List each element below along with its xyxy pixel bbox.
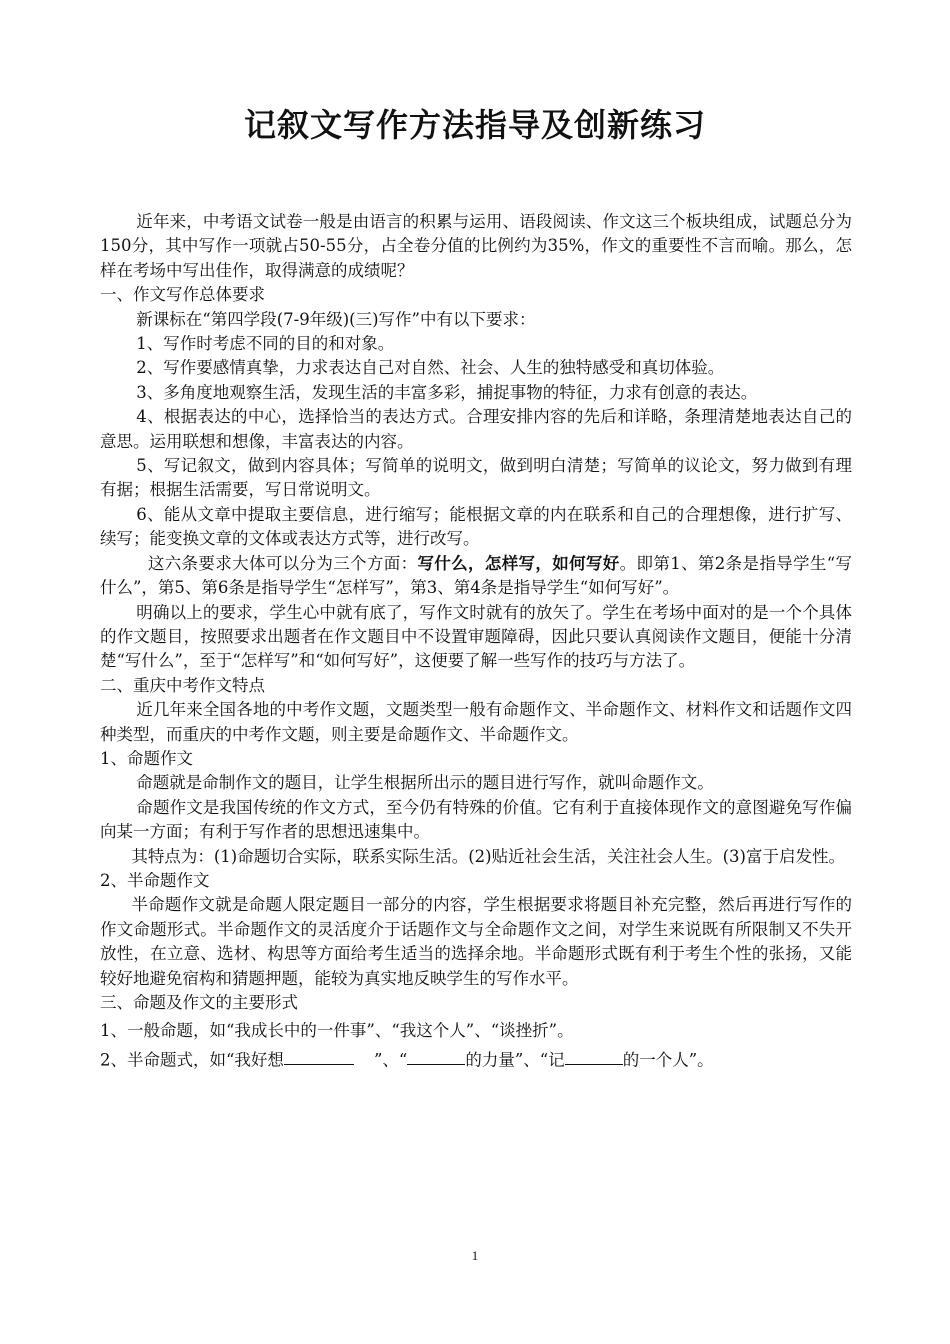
section-intro: 近几年来全国各地的中考作文题，文题类型一般有命题作文、半命题作文、材料作文和话题作文四种类型，而重庆的中考作文题，则主要是命题作文、半命题作文。 bbox=[100, 700, 852, 744]
requirements-conclusion: 明确以上的要求，学生心中就有底了，写作文时就有的放矢了。学生在考场中面对的是一个个具体的作文题目，按照要求出题者在作文题目中不设置审题障碍，因此只要认真阅读作文题目，便能十分清楚“写什么”，至于“怎样写”和“如何写好”，这便要了解一些写作的技巧与方法了。 bbox=[100, 602, 852, 671]
summary-text: 这六条要求大体可以分为三个方面： bbox=[147, 553, 418, 573]
requirement-item: 1、写作时考虑不同的目的和对象。 bbox=[136, 334, 395, 354]
document-body bbox=[100, 210, 852, 1073]
fill-blank bbox=[565, 1048, 623, 1066]
summary-text: 。即第1、第2条是指导学生“写什么”，第5、第6条是指导学生“怎样写”，第3、第4条是指导学生“如何写好”。 bbox=[100, 553, 853, 598]
fill-blank bbox=[284, 1048, 354, 1066]
body-paragraph: 其特点为：(1)命题切合实际，联系实际生活。(2)贴近社会生活，关注社会人生。(3)富于启发性。 bbox=[131, 846, 845, 866]
requirement-item: 2、写作要感情真挚，力求表达自己对自然、社会、人生的独特感受和真切体验。 bbox=[136, 358, 725, 378]
requirements-summary bbox=[100, 552, 852, 601]
form-item bbox=[100, 1048, 852, 1073]
page-number: 1 bbox=[471, 1248, 479, 1263]
requirement-item: 3、多角度地观察生活，发现生活的丰富多彩，捕捉事物的特征，力求有创意的表达。 bbox=[136, 382, 758, 402]
summary-emphasis: 写什么，怎样写，如何写好 bbox=[417, 553, 620, 573]
subsection-heading: 2、半命题作文 bbox=[100, 870, 210, 890]
body-paragraph: 半命题作文就是命题人限定题目一部分的内容，学生根据要求将题目补充完整，然后再进行写作的作文命题形式。半命题作文的灵活度介于话题作文与全命题作文之间，对学生来说既有所限制又不失开放性，在立意、选材、构思等方面给考生适当的选择余地。半命题形式既有利于考生个性的张扬，又能较好地避免宿构和猜题押题，能较为真实地反映学生的写作水平。 bbox=[100, 895, 852, 988]
body-paragraph: 命题作文是我国传统的作文方式，至今仍有特殊的价值。它有利于直接体现作文的意图避免写作偏向某一方面；有利于写作者的思想迅速集中。 bbox=[100, 797, 852, 842]
requirement-item: 6、能从文章中提取主要信息，进行缩写；能根据文章的内在联系和自己的合理想像，进行扩写、续写；能变换文章的文体或表达方式等，进行改写。 bbox=[100, 504, 852, 549]
section-heading: 三、命题及作文的主要形式 bbox=[100, 993, 298, 1012]
form-item-text: ”、“ bbox=[373, 1050, 408, 1070]
body-paragraph: 命题就是命制作文的题目，让学生根据所出示的题目进行写作，就叫命题作文。 bbox=[136, 773, 714, 793]
document-title: 记叙文写作方法指导及创新练习 bbox=[243, 106, 706, 144]
fill-blank bbox=[407, 1048, 465, 1066]
form-item-text: 的一个人”。 bbox=[622, 1050, 714, 1070]
subsection-heading: 1、命题作文 bbox=[100, 748, 193, 768]
form-item: 1、一般命题，如“我成长中的一件事”、“我这个人”、“谈挫折”。 bbox=[100, 1021, 574, 1041]
form-item-text: 2、半命题式，如“我好想 bbox=[100, 1050, 284, 1070]
section-heading: 二、重庆中考作文特点 bbox=[100, 675, 265, 695]
form-item-text: 的力量”、“记 bbox=[465, 1050, 565, 1070]
requirement-item: 4、根据表达的中心，选择恰当的表达方式。合理安排内容的先后和详略，条理清楚地表达自己的意思。运用联想和想像，丰富表达的内容。 bbox=[100, 407, 852, 451]
section-heading: 一、作文写作总体要求 bbox=[100, 285, 265, 305]
intro-paragraph: 近年来，中考语文试卷一般是由语言的积累与运用、语段阅读、作文这三个板块组成，试题总分为150分，其中写作一项就占50-55分，占全卷分值的比例约为35%，作文的重要性不言而喻。那么，怎样在考场中写出佳作，取得满意的成绩呢？ bbox=[100, 212, 852, 280]
requirements-lead: 新课标在“第四学段(7-9年级)(三)写作”中有以下要求： bbox=[136, 309, 536, 329]
requirement-item: 5、写记叙文，做到内容具体；写简单的说明文，做到明白清楚；写简单的议论文，努力做到有理有据；根据生活需要，写日常说明文。 bbox=[100, 456, 852, 500]
